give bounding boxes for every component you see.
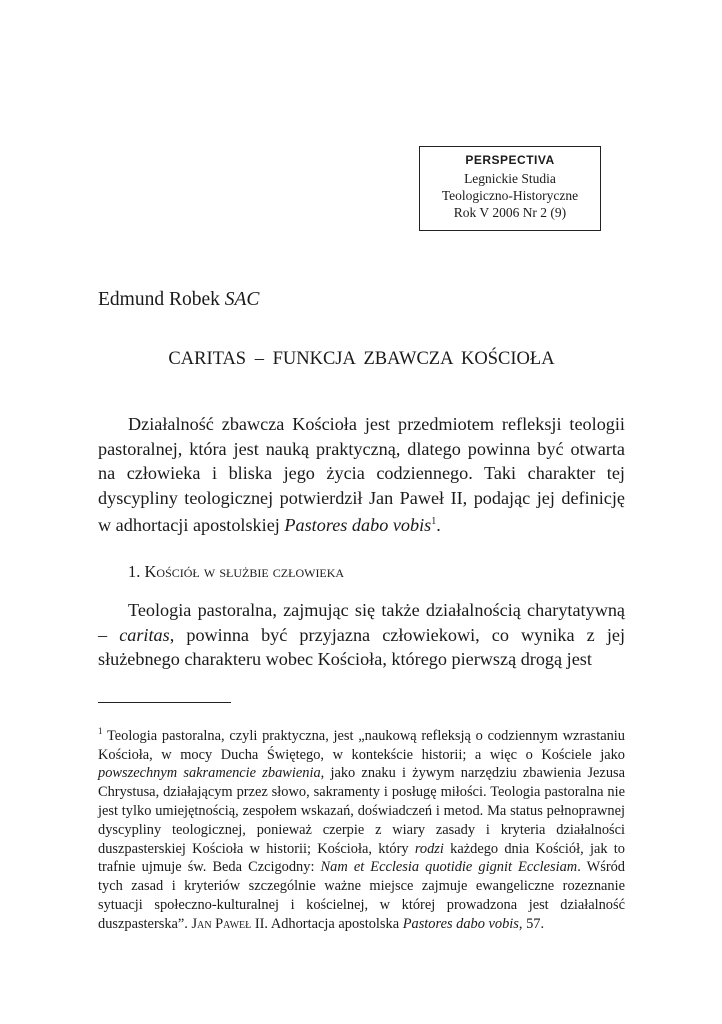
article-title: CARITAS – FUNKCJA ZBAWCZA KOŚCIOŁA (168, 349, 555, 369)
journal-subtitle-1: Legnickie Studia (464, 171, 556, 186)
journal-subtitle-2: Teologiczno-Historyczne (441, 188, 579, 203)
journal-issue: Rok V 2006 Nr 2 (9) (453, 205, 567, 220)
paragraph-intro-text: Działalność zbawcza Kościoła jest przedmiotem refleksji teologii pastoralnej, która jest nauką praktyczną, dlatego powinna być otwarta na człowieka i bliska jego życia codziennego. Taki charakter tej dyscypliny teologicznej potwierdził Jan Paweł II, podając jej definicję w adhortacji apostolskiej (98, 414, 625, 536)
paragraph-intro-italic: Pastores dabo vobis (284, 515, 432, 536)
footnote-author: Jan Paweł (191, 915, 252, 932)
footnote-italic: powszechnym sakramencie zbawienia (98, 765, 321, 782)
paragraph-section-1 (98, 598, 625, 672)
footnote-text: , 57. (518, 915, 545, 932)
journal-brand: PERSPECTIVA (465, 153, 555, 167)
author-order: SAC (224, 289, 260, 310)
footnote-text: Teologia pastoralna, czyli praktyczna, jest „naukową refleksją o codziennym wzrastaniu Kościoła, w mocy Ducha Świętego, w kontekście historii; a więc o Kościele jako (98, 727, 625, 763)
footnote-1 (98, 722, 625, 934)
author-line (98, 289, 259, 311)
author-name: Edmund Robek (98, 289, 225, 310)
footnote-text: każdego dnia Kościół, jak to trafnie ujmuje św. Beda Czcigodny: (98, 840, 625, 876)
footnote-number: 1 (98, 726, 103, 736)
footnote-text: II. Adhortacja apostolska (251, 915, 403, 932)
paragraph-section-1-italic: caritas (119, 624, 170, 645)
paragraph-section-1-after: , powinna być przyjazna człowiekowi, co wynika z jej służebnego charakteru wobec Kościoła, którego pierwszą drogą jest (98, 624, 625, 669)
section-heading: 1. Kościół w służbie człowieka (128, 562, 345, 581)
paragraph-intro-end: . (436, 515, 441, 536)
footnote-italic: Nam et Ecclesia quotidie gignit Ecclesiam (320, 859, 578, 876)
footnote-ref-1: 1 (431, 516, 437, 527)
footnote-italic: Pastores dabo vobis (402, 915, 519, 932)
footnote-divider (98, 702, 231, 703)
footnote-italic: rodzi (414, 840, 444, 857)
journal-info-box (419, 146, 601, 231)
paragraph-intro (98, 412, 625, 538)
paragraph-section-1-before: Teologia pastoralna, zajmując się także działalnością charytatywną – (98, 600, 625, 645)
footnote-text: . Wśród tych zasad i kryteriów szczególnie ważne miejsce zajmuje ewangeliczne rozeznanie sytuacji społeczno-kulturalnej i kościelnej, w której prowadzona jest działalność duszpasterska”. (98, 859, 625, 932)
footnote-text: , jako znaku i żywym narzędziu zbawienia Jezusa Chrystusa, działającym przez słowo, sakramenty i posługę miłości. Teologia pastoralna nie jest tylko umiejętnością, zespołem wskazań, doświadczeń i metod. Ma status pełnoprawnej dyscypliny teologicznej, ponieważ czerpie z wiary zasady i kryteria działalności duszpasterskiej Kościoła w historii; Kościoła, który (98, 765, 625, 857)
